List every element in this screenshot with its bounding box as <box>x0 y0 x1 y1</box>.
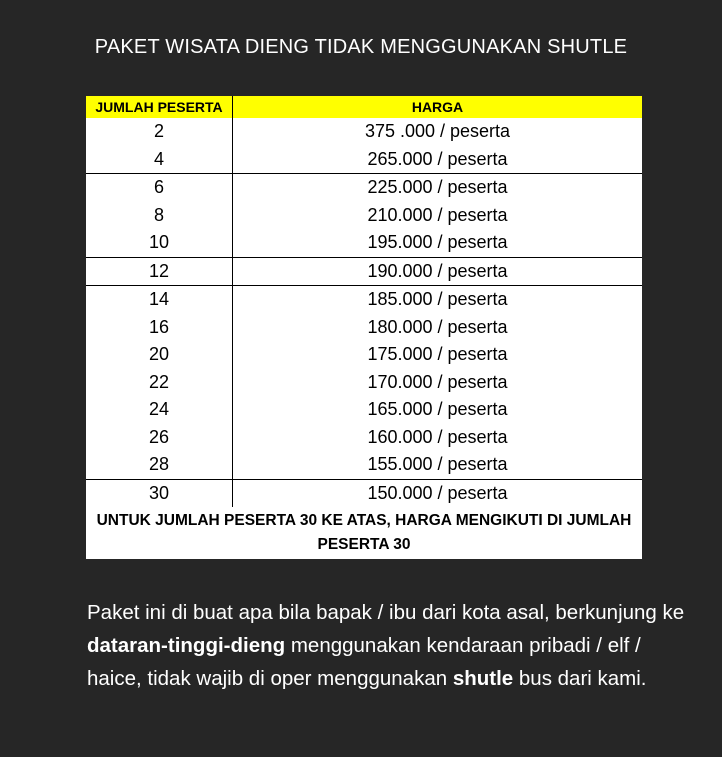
table-group <box>86 479 642 508</box>
page-title: PAKET WISATA DIENG TIDAK MENGGUNAKAN SHUTLE <box>94 36 628 58</box>
price-cell: 210.000 / peserta <box>367 204 508 225</box>
participants-cell: 10 <box>86 229 233 257</box>
price-cell: 195.000 / peserta <box>367 232 508 252</box>
table-row <box>86 286 642 314</box>
description-bold-destination: dataran-tinggi-dieng <box>87 634 286 657</box>
table-row <box>86 146 642 174</box>
table-row <box>86 202 642 230</box>
price-cell: 155.000 / peserta <box>367 454 508 474</box>
table-row <box>86 369 642 397</box>
table-row <box>86 314 642 342</box>
participants-cell: 8 <box>86 202 233 230</box>
description-paragraph <box>87 596 687 695</box>
participants-cell: 30 <box>86 480 233 508</box>
participants-cell: 22 <box>86 369 233 397</box>
table-row <box>86 451 642 479</box>
table-group <box>86 257 642 286</box>
participants-cell: 16 <box>86 314 233 342</box>
table-row <box>86 424 642 452</box>
table-row <box>86 341 642 369</box>
table-body <box>86 118 642 507</box>
price-cell: 265.000 / peserta <box>367 148 508 169</box>
participants-cell: 14 <box>86 286 233 314</box>
price-cell: 180.000 / peserta <box>367 316 508 337</box>
table-group <box>86 173 642 257</box>
participants-cell: 2 <box>86 118 233 146</box>
price-cell: 190.000 / peserta <box>367 260 508 281</box>
table-row <box>86 396 642 424</box>
table-row <box>86 118 642 146</box>
participants-cell: 6 <box>86 174 233 202</box>
description-text-2: menggunakan kendaraan pribadi / elf / haice, tidak wajib di oper menggunakan <box>87 634 641 690</box>
description-text-3: bus dari kami. <box>513 667 647 690</box>
table-row <box>86 229 642 257</box>
participants-cell: 4 <box>86 146 233 174</box>
header-participants: JUMLAH PESERTA <box>86 96 233 118</box>
table-row <box>86 174 642 202</box>
price-cell: 150.000 / peserta <box>367 482 508 503</box>
table-group <box>86 118 642 173</box>
participants-cell: 28 <box>86 451 233 479</box>
participants-cell: 20 <box>86 341 233 369</box>
participants-cell: 12 <box>86 258 233 286</box>
price-table <box>86 96 642 559</box>
participants-cell: 24 <box>86 396 233 424</box>
table-footnote: UNTUK JUMLAH PESERTA 30 KE ATAS, HARGA MENGIKUTI DI JUMLAH PESERTA 30 <box>96 512 632 553</box>
price-cell: 160.000 / peserta <box>367 426 508 447</box>
price-cell: 225.000 / peserta <box>367 177 508 197</box>
price-cell: 175.000 / peserta <box>367 344 508 364</box>
price-cell: 375 .000 / peserta <box>364 121 511 141</box>
header-price: HARGA <box>411 99 464 115</box>
table-group <box>86 285 642 479</box>
table-header <box>86 96 642 118</box>
price-cell: 170.000 / peserta <box>367 371 508 392</box>
description-text-1: Paket ini di buat apa bila bapak / ibu dari kota asal, berkunjung ke <box>87 601 685 624</box>
description-bold-shutle: shutle <box>452 667 514 690</box>
price-cell: 185.000 / peserta <box>367 289 508 309</box>
price-cell: 165.000 / peserta <box>367 399 508 419</box>
participants-cell: 26 <box>86 424 233 452</box>
table-row <box>86 480 642 508</box>
table-row <box>86 258 642 286</box>
